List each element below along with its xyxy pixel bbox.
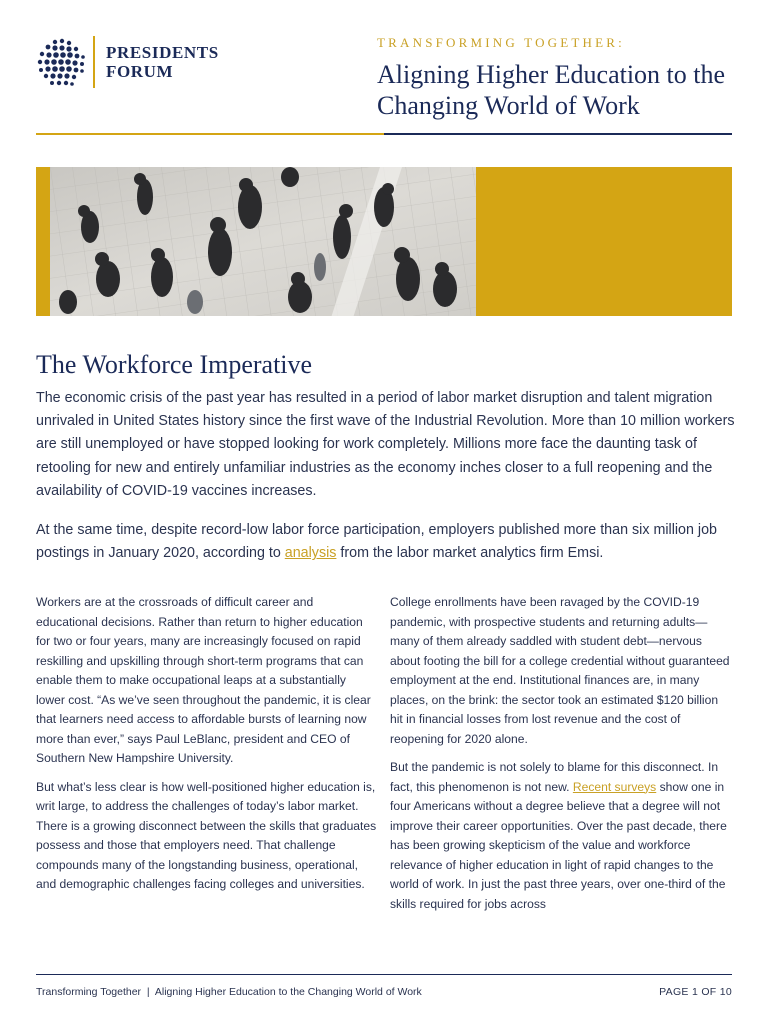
logo-wordmark	[106, 43, 219, 81]
analysis-link[interactable]: analysis	[284, 545, 337, 562]
header-rule-navy	[384, 133, 732, 135]
dotted-sphere-icon	[36, 38, 86, 88]
header-rule-gold	[36, 133, 384, 135]
page-number: PAGE 1 OF 10	[659, 986, 732, 998]
lead-paragraph-2	[36, 519, 736, 565]
recent-surveys-link[interactable]: Recent surveys	[572, 779, 657, 794]
left-paragraph-2: But what’s less clear is how well-positioned higher education is, writ large, to address the challenges of today’s labor market. There is a growing disconnect between the skills that graduates possess and those that employers need. That challenge compounds many of the longstanding business, operational, and demographic challenges facing colleges and universities.	[36, 779, 377, 891]
logo-line-1: PRESIDENTS	[106, 43, 219, 62]
lead-2-text-end: from the labor market analytics firm Emsi.	[336, 545, 604, 562]
left-column	[36, 593, 378, 904]
footer-running-title: Transforming Together | Aligning Higher Education to the Changing World of Work	[36, 986, 422, 998]
section-title: The Workforce Imperative	[36, 350, 313, 379]
report-title: Aligning Higher Education to the Changing World of Work	[377, 60, 726, 120]
lead-paragraph-1: The economic crisis of the past year has resulted in a period of labor market disruption and talent migration unrivaled in United States history since the first wave of the Industrial Revolution. More than 10 million workers are still unemployed or have stopped looking for work completely. Millions more face the daunting task of retooling for new and entirely unfamiliar industries as the economy inches closer to a full reopening and the availability of COVID-19 vaccines increases.	[36, 390, 735, 499]
right-p2-text-end: show one in four Americans without a degree believe that a degree will not improve their career opportunities. Over the past decade, there has been growing skepticism of the value and workforce relevance of higher education in light of rapid changes to the world of work. In just the past three years, over one-third of the skills required for jobs across	[390, 779, 727, 911]
lead-2-text-start: At the same time, despite record-low labor force participation, employers published more than six million job postings in January 2020, according to	[36, 522, 718, 562]
presidents-forum-logo[interactable]	[36, 36, 236, 92]
logo-line-2: FORUM	[106, 62, 174, 81]
footer-rule	[36, 974, 732, 975]
hero-accent-band	[36, 167, 50, 316]
logo-divider	[93, 36, 95, 88]
right-paragraph-2	[390, 758, 732, 914]
report-kicker: TRANSFORMING TOGETHER:	[377, 35, 625, 50]
hero-photo	[50, 167, 476, 316]
hero-gold-panel	[476, 167, 732, 316]
crowd-photo-illustration	[50, 167, 476, 316]
left-paragraph-1: Workers are at the crossroads of difficult career and educational decisions. Rather than return to higher education for two or four years, many are increasingly focused on rapid reskilling and upskilling through short-term programs that can enable them to make occupational leaps at a substantially lower cost. “As we’ve seen throughout the pandemic, it is clear that learners need access to affordable bursts of learning now more than ever,” says Paul LeBlanc, president and CEO of Southern New Hampshire University.	[36, 595, 371, 765]
right-column	[390, 593, 732, 923]
right-p2-text-start: But the pandemic is not solely to blame for this disconnect. In fact, this phenomenon is not new.	[390, 760, 719, 794]
right-paragraph-1: College enrollments have been ravaged by the COVID-19 pandemic, with prospective students and returning adults—many of them already saddled with student debt—nervous about footing the bill for a college credential without guaranteed employment at the end. Institutional finances are, in many places, on the brink: the sector took an estimated $120 billion hit in financial losses from lost revenue and the cost of reopening for 2020 alone.	[390, 595, 730, 746]
